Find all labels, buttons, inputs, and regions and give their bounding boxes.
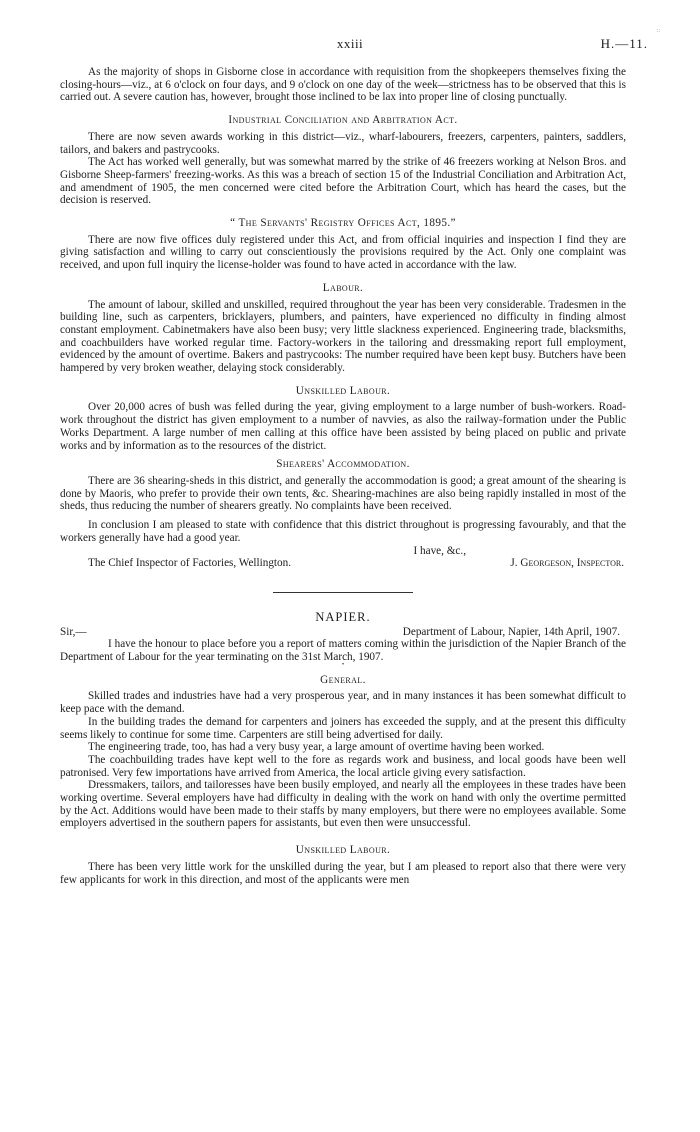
closing-formula: I have, &c., [413, 544, 466, 557]
general-paragraph-4: The coachbuilding trades have kept well to the fore as regards work and business, and local goods have been well patronised. Very few importations have arrived from America, the local article giving every satisfaction. [60, 753, 626, 779]
gisborne-closing-paragraph: As the majority of shops in Gisborne close in accordance with requisition from the shopkeepers themselves fixing the closing-hours—viz., at 6 o'clock on four days, and 9 o'clock on one day of the week—strictness has to be observed that this is carried out. A severe caution has, however, brought those inclined to be lax into proper line of closing punctually. [60, 66, 626, 104]
dateline: Department of Labour, Napier, 14th April, 1907. [402, 625, 620, 638]
napier-unskilled-paragraph: There has been very little work for the unskilled during the year, but I am pleased to report also that there were very few applicants for work in this direction, and most of the applicants were men [60, 860, 626, 886]
general-paragraph-1: Skilled trades and industries have had a very prosperous year, and in many instances it has been somewhat difficult to keep pace with the demand. [60, 690, 626, 716]
napier-title: NAPIER. [315, 609, 371, 624]
shearers-paragraph: There are 36 shearing-sheds in this district, and generally the accommodation is good; a great amount of the shearing is done by Maoris, who prefer to provide their own tents, &c. Shearing-machines are also being rapidly installed in most of the sheds, thus reducing the number of shearers greatly. No complaints have been received. [60, 474, 626, 513]
labour-paragraph: The amount of labour, skilled and unskilled, required throughout the year has been very considerable. Tradesmen in the building line, such as carpenters, bricklayers, plumbers, and painters, have experienced no difficulty in finding almost constant employment. Cabinetmakers have also been busy; very little slackness experienced. Engineering trade, blacksmiths, and coachbuilders have worked regular time. Factory-workers in the tailoring and dressmaking report full employment, evidenced by the amount of overtime. Bakers and pastrycooks: The number required have been kept busy. Butchers have been hampered by very broken weather, delaying stock considerably. [60, 298, 626, 375]
ica-heading: Industrial Conciliation and Arbitration Act. [228, 114, 458, 127]
signature: J. Georgeson, Inspector. [510, 557, 624, 570]
margin-mark: :: [656, 28, 660, 34]
servants-registry-heading: “ The Servants' Registry Offices Act, 1895.” [230, 217, 456, 230]
document-body: As the majority of shops in Gisborne close in accordance with requisition from the shopkeepers themselves fixing the closing-hours—viz., at 6 o'clock on four days, and 9 o'clock on one day of the week—strictness has to be observed that this is carried out. A severe caution has, however, brought those inclined to be lax into proper line of closing punctually. Industrial Conciliation and Arbitration Act. There are now seven awards working in this district—viz., wharf-labourers, freezers, carpenters, painters, saddlers, tailors, and bakers and pastrycooks. The Act has worked well generally, but was somewhat marred by the strike of 46 freezers working at Nelson Bros. and Gisborne Sheep-farmers' freezing-works. As this was a breach of section 15 of the Industrial Conciliation and Arbitration Act, and amendment of 1905, the men concerned were cited before the Arbitration Court, which has heard the cases, but the decision is reserved. “ The Servants' Registry Offices Act, 1895.” There are now five offices duly registered under this Act, and from official inquiries and inspection I find they are giving satisfaction and willing to carry out conscientiously the provisions required by the Act. Only one complaint was received, and upon full inquiry the license-holder was found to have acted in accordance with the law. Labour. The amount of labour, skilled and unskilled, required throughout the year has been very considerable. Tradesmen in the building line, such as carpenters, bricklayers, plumbers, and painters, have experienced no difficulty in finding almost constant employment. Cabinetmakers have also been busy; very little slackness experienced. Engineering trade, blacksmiths, and coachbuilders have worked regular time. Factory-workers in the tailoring and dressmaking report full employment, evidenced by the amount of overtime. Bakers and pastrycooks: The number required have been kept busy. Butchers have been hampered by very broken weather, delaying stock considerably. Unskilled Labour. Over 20,000 acres of bush was felled during the year, giving employment to a large number of bush-workers. Road-work throughout the district has given employment to a number of navvies, as also the railway-formation under the Public Works Department. A large number of men calling at this office have been assisted by being placed on public and private works and by information as to the resources of the district. Shearers' Accommodation. There are 36 shearing-sheds in this district, and generally the accommodation is good; a great amount of the shearing is done by Maoris, who prefer to provide their own tents, &c. Shearing-machines are also being rapidly installed in most of the sheds, thus reducing the number of shearers greatly. No complaints have been received. In conclusion I am pleased to state with confidence that this district throughout is progressing favourably, and that the workers generally have had a good year. I have, &c., The Chief Inspector of Factories, Wellington. J. Georgeson, Inspector. NAPIER. Sir,— Department of Labour, Napier, 14th April, 1907. I have the honour to place before you a report of matters coming within the jurisdiction of the Napier Branch of the Department of Labour for the year terminating on the 31st March, 1907. • General. Skilled trades and industries have had a very prosperous year, and in many instances it has been somewhat difficult to keep pace with the demand. In the building trades the demand for carpenters and joiners has exceeded the supply, and at the present this difficulty seems likely to continue for some time. Carpenters are still being advertised for daily. The engineering trade, too, has had a very busy year, a large amount of overtime having been worked. The coachbuilding trades have kept well to the fore as regards work and business, and local goods have been well patronised. Very few importations have arrived from America, the local article giving every satisfaction. Dressmakers, tailors, and tailoresses have been busily employed, and nearly all the employees in these trades have been working overtime. Several employers have had difficulty in dealing with the work on hand with only the overtime permitted by the Act. Additions would have been made to their staffs by many employers, but there were no employees available. Some employers advertised in the southern papers for assistants, but even then were unsuccessful. Unskilled Labour. There has been very little work for the unskilled during the year, but I am pleased to report also that there were very few applicants for work in this direction, and most of the applicants were men [60, 66, 626, 886]
servants-registry-paragraph: There are now five offices duly registered under this Act, and from official inquiries and inspection I find they are giving satisfaction and willing to carry out conscientiously the provisions required by the Act. Only one complaint was received, and upon full inquiry the license-holder was found to have acted in accordance with the law. [60, 233, 626, 272]
labour-heading: Labour. [322, 281, 364, 294]
napier-unskilled-heading: Unskilled Labour. [295, 844, 391, 857]
page-number: xxiii [336, 36, 364, 51]
ica-paragraph-1: There are now seven awards working in this district—viz., wharf-labourers, freezers, carpenters, painters, saddlers, tailors, and bakers and pastrycooks. [60, 130, 626, 156]
signature-line [60, 557, 626, 570]
shearers-heading: Shearers' Accommodation. [276, 458, 410, 471]
salutation: Sir,— [60, 625, 87, 638]
napier-salutation-row [60, 626, 626, 639]
section-divider [273, 592, 413, 593]
general-heading: General. [320, 673, 366, 686]
addressee: The Chief Inspector of Factories, Wellington. [88, 557, 292, 570]
ica-paragraph-2: The Act has worked well generally, but was somewhat marred by the strike of 46 freezers working at Nelson Bros. and Gisborne Sheep-farmers' freezing-works. As this was a breach of section 15 of the Industrial Conciliation and Arbitration Act, and amendment of 1905, the men concerned were cited before the Arbitration Court, which has heard the cases, but the decision is reserved. [60, 156, 626, 207]
general-paragraph-2: In the building trades the demand for carpenters and joiners has exceeded the supply, and at the present this difficulty seems likely to continue for some time. Carpenters are still being advertised for daily. [60, 715, 626, 741]
general-paragraph-5: Dressmakers, tailors, and tailoresses have been busily employed, and nearly all the employees in these trades have been working overtime. Several employers have had difficulty in dealing with the work on hand with only the overtime permitted by the Act. Additions would have been made to their staffs by many employers, but there were no employees available. Some employers advertised in the southern papers for assistants, but even then were unsuccessful. [60, 779, 626, 830]
report-reference: H.—11. [600, 36, 648, 51]
unskilled-labour-heading: Unskilled Labour. [295, 384, 391, 397]
general-paragraph-3: The engineering trade, too, has had a very busy year, a large amount of overtime having been worked. [88, 741, 545, 754]
conclusion-paragraph: In conclusion I am pleased to state with confidence that this district throughout is progressing favourably, and that the workers generally have had a good year. [60, 519, 626, 544]
unskilled-labour-paragraph: Over 20,000 acres of bush was felled during the year, giving employment to a large number of bush-workers. Road-work throughout the district has given employment to a number of navvies, as also the railway-formation under the Public Works Department. A large number of men calling at this office have been assisted by being placed on public and private works and by information as to the resources of the district. [60, 401, 626, 452]
napier-intro-paragraph: I have the honour to place before you a report of matters coming within the jurisdiction of the Napier Branch of the Department of Labour for the year terminating on the 31st March, 1907. [60, 638, 626, 664]
